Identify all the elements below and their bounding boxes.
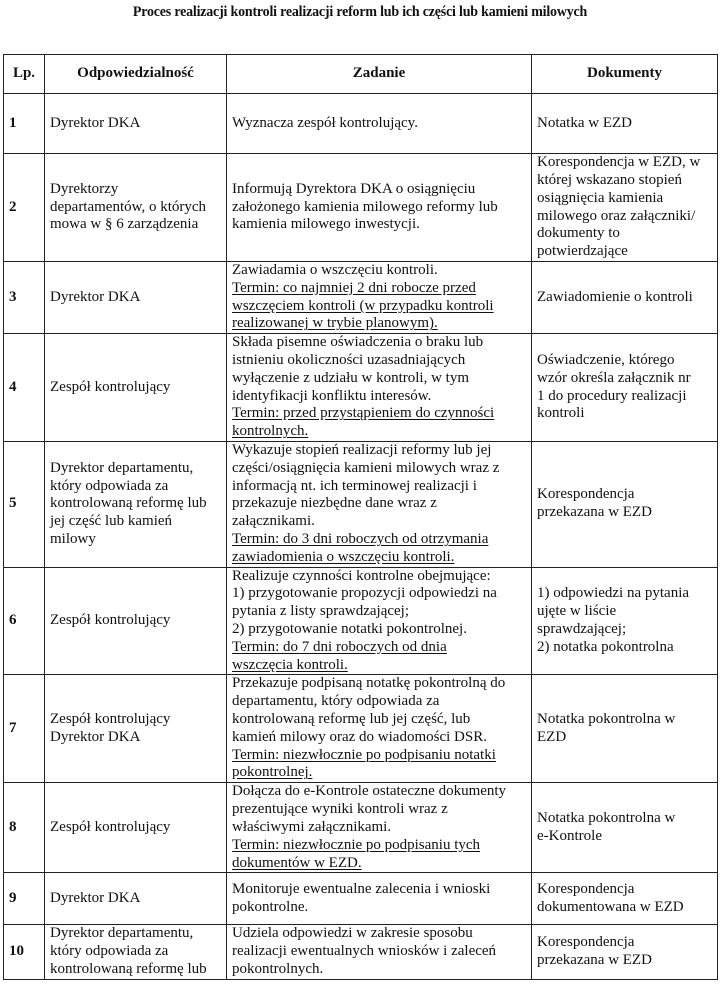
task-cell: [227, 675, 532, 783]
table-row: [4, 925, 718, 979]
task-line: 2) przygotowanie notatki pokontrolnej.: [232, 620, 467, 637]
deadline-line: realizowanej w trybie planowym).: [232, 315, 438, 332]
task-cell: [227, 873, 532, 925]
table-row: [4, 154, 718, 262]
responsibility-cell: [45, 783, 227, 873]
responsibility-cell: [45, 262, 227, 334]
row-number: 7: [4, 675, 45, 783]
documents-line: Oświadczenie, którego: [537, 351, 675, 368]
deadline-line: wszczęcia kontroli.: [232, 656, 348, 673]
responsibility-line: milowy: [50, 530, 96, 547]
deadline-line: pokontrolnej.: [232, 764, 313, 781]
documents-line: potwierdzające: [537, 243, 628, 260]
task-line: informacją nt. ich terminowej realizacji i: [232, 477, 477, 494]
responsibility-line: który odpowiada za: [50, 477, 169, 494]
deadline-line: dokumentów w EZD.: [232, 854, 362, 871]
table-row: [4, 334, 718, 442]
documents-cell: [532, 675, 718, 783]
task-line: wyłączenie z udziału w kontroli, w tym: [232, 369, 470, 386]
documents-cell: [532, 334, 718, 442]
table-row: [4, 567, 718, 675]
documents-line: 2) notatka pokontrolna: [537, 638, 674, 655]
responsibility-line: Zespół kontrolujący: [50, 612, 171, 629]
documents-line: Notatka pokontrolna w: [537, 810, 676, 827]
deadline-line: kontrolnych.: [232, 423, 309, 440]
responsibility-cell: [45, 94, 227, 154]
responsibility-line: Zespół kontrolujący: [50, 378, 171, 395]
task-cell: [227, 94, 532, 154]
task-line: Dołącza do e-Kontrole ostateczne dokumenty: [232, 783, 507, 800]
task-line: departamentu, który odpowiada za: [232, 693, 440, 710]
documents-line: przekazana w EZD: [537, 504, 652, 521]
responsibility-line: Dyrektor departamentu,: [50, 459, 194, 476]
header-lp: Lp.: [4, 55, 45, 94]
task-cell: [227, 154, 532, 262]
task-line: Wykazuje stopień realizacji reformy lub jej: [232, 441, 492, 458]
documents-line: Notatka w EZD: [537, 114, 632, 131]
responsibility-cell: [45, 154, 227, 262]
task-line: Przekazuje podpisaną notatkę pokontrolną do: [232, 675, 506, 692]
table-row: [4, 262, 718, 334]
task-cell: [227, 334, 532, 442]
table-body: [4, 94, 718, 980]
deadline-line: Termin: do 7 dni roboczych od dnia: [232, 638, 447, 655]
row-number: 5: [4, 441, 45, 567]
deadline-line: Termin: do 3 dni roboczych od otrzymania: [232, 530, 489, 547]
responsibility-line: Zespół kontrolujący: [50, 818, 171, 835]
task-cell: [227, 441, 532, 567]
responsibility-cell: [45, 925, 227, 979]
task-line: przekazuje niezbędne dane wraz z: [232, 495, 437, 512]
header-task: Zadanie: [227, 55, 532, 94]
documents-line: milowego oraz załączniki/: [537, 207, 696, 224]
task-line: pokontrolne.: [232, 898, 309, 915]
task-line: Realizuje czynności kontrolne obejmujące:: [232, 567, 491, 584]
deadline-line: Termin: co najmniej 2 dni robocze przed: [232, 279, 476, 296]
row-number: 4: [4, 334, 45, 442]
documents-line: Korespondencja: [537, 934, 635, 951]
responsibility-line: Dyrektor DKA: [50, 889, 141, 906]
documents-line: Korespondencja: [537, 486, 635, 503]
task-line: pytania z listy sprawdzającej;: [232, 603, 410, 620]
document-title: Proces realizacji kontroli realizacji reform lub ich części lub kamieni milowych: [132, 4, 588, 20]
task-line: Monitoruje ewentualne zalecenia i wnioski: [232, 881, 491, 898]
responsibility-line: Dyrektor DKA: [50, 114, 141, 131]
table-row: [4, 441, 718, 567]
task-line: 1) przygotowanie propozycji odpowiedzi na: [232, 585, 497, 602]
responsibility-line: Dyrektor DKA: [50, 288, 141, 305]
responsibility-cell: [45, 441, 227, 567]
table-row: [4, 783, 718, 873]
responsibility-cell: [45, 873, 227, 925]
documents-line: 1 do procedury realizacji: [537, 387, 687, 404]
responsibility-line: który odpowiada za: [50, 943, 169, 960]
table-row: [4, 94, 718, 154]
responsibility-line: departamentów, o których: [50, 198, 207, 215]
task-line: właściwymi załącznikami.: [232, 818, 392, 835]
documents-line: sprawdzającej;: [537, 620, 627, 637]
row-number: 1: [4, 94, 45, 154]
documents-line: Zawiadomienie o kontroli: [537, 288, 693, 305]
documents-line: ujęte w liście: [537, 603, 617, 620]
task-line: realizacji ewentualnych wniosków i zaleceń: [232, 943, 497, 960]
row-number: 3: [4, 262, 45, 334]
process-table: [3, 54, 718, 980]
documents-cell: [532, 154, 718, 262]
documents-line: EZD: [537, 728, 567, 745]
task-line: kamień milowy oraz do wiadomości DSR.: [232, 728, 487, 745]
row-number: 2: [4, 154, 45, 262]
task-cell: [227, 262, 532, 334]
row-number: 6: [4, 567, 45, 675]
deadline-line: wszczęciem kontroli (w przypadku kontroli: [232, 297, 494, 314]
responsibility-cell: [45, 334, 227, 442]
deadline-line: zawiadomienia o wszczęciu kontroli.: [232, 548, 455, 565]
responsibility-line: Dyrektor DKA: [50, 728, 141, 745]
task-cell: [227, 783, 532, 873]
documents-line: osiągnięcia kamienia: [537, 189, 664, 206]
task-line: kontrolowaną reformę lub jej część, lub: [232, 711, 471, 728]
table-row: [4, 873, 718, 925]
responsibility-line: kontrolowaną reformę lub: [50, 495, 207, 512]
documents-cell: [532, 873, 718, 925]
documents-line: przekazana w EZD: [537, 952, 652, 968]
documents-cell: [532, 441, 718, 567]
responsibility-cell: [45, 567, 227, 675]
task-line: załącznikami.: [232, 513, 315, 530]
task-line: kamienia milowego inwestycji.: [232, 216, 420, 233]
task-cell: [227, 567, 532, 675]
deadline-line: Termin: niezwłocznie po podpisaniu notatki: [232, 746, 496, 763]
table-header-row: [4, 55, 718, 94]
task-line: istnieniu okoliczności uzasadniających: [232, 351, 466, 368]
task-line: Udziela odpowiedzi w zakresie sposobu: [232, 925, 473, 942]
responsibility-line: Zespół kontrolujący: [50, 711, 171, 728]
documents-line: Korespondencja w EZD, w: [537, 154, 701, 171]
task-line: Składa pisemne oświadczenia o braku lub: [232, 334, 484, 351]
documents-line: wzór określa załącznik nr: [537, 369, 691, 386]
documents-line: Korespondencja: [537, 881, 635, 898]
responsibility-line: mowa w § 6 zarządzenia: [50, 216, 199, 233]
row-number: 8: [4, 783, 45, 873]
responsibility-cell: [45, 675, 227, 783]
row-number: 9: [4, 873, 45, 925]
documents-line: dokumentowana w EZD: [537, 898, 684, 915]
responsibility-line: jej część lub kamień: [50, 513, 173, 530]
documents-line: Notatka pokontrolna w: [537, 711, 676, 728]
table-row: [4, 675, 718, 783]
responsibility-line: Dyrektorzy: [50, 180, 119, 197]
deadline-line: Termin: przed przystąpieniem do czynności: [232, 405, 495, 422]
documents-line: e-Kontrole: [537, 827, 602, 844]
task-line: identyfikacji konfliktu interesów.: [232, 387, 432, 404]
deadline-line: Termin: niezwłocznie po podpisaniu tych: [232, 836, 481, 853]
documents-line: dokumenty to: [537, 225, 620, 242]
documents-cell: [532, 925, 718, 979]
task-line: części/osiągnięcia kamieni milowych wraz z: [232, 459, 500, 476]
header-documents: Dokumenty: [532, 55, 718, 94]
task-line: prezentujące wyniki kontroli wraz z: [232, 801, 448, 818]
task-cell: [227, 925, 532, 979]
task-line: założonego kamienia milowego reformy lub: [232, 198, 498, 215]
header-responsibility: Odpowiedzialność: [45, 55, 227, 94]
documents-line: której wskazano stopień: [537, 171, 682, 188]
documents-cell: [532, 567, 718, 675]
task-line: Zawiadamia o wszczęciu kontroli.: [232, 262, 438, 278]
task-line: Wyznacza zespół kontrolujący.: [232, 114, 418, 131]
row-number: 10: [4, 925, 45, 979]
task-line: Informują Dyrektora DKA o osiągnięciu: [232, 180, 476, 197]
task-line: pokontrolnych.: [232, 960, 324, 977]
documents-line: 1) odpowiedzi na pytania: [537, 585, 690, 602]
responsibility-line: kontrolowaną reformę lub: [50, 960, 207, 977]
documents-line: kontroli: [537, 405, 585, 422]
documents-cell: [532, 94, 718, 154]
documents-cell: [532, 262, 718, 334]
documents-cell: [532, 783, 718, 873]
responsibility-line: Dyrektor departamentu,: [50, 925, 194, 942]
